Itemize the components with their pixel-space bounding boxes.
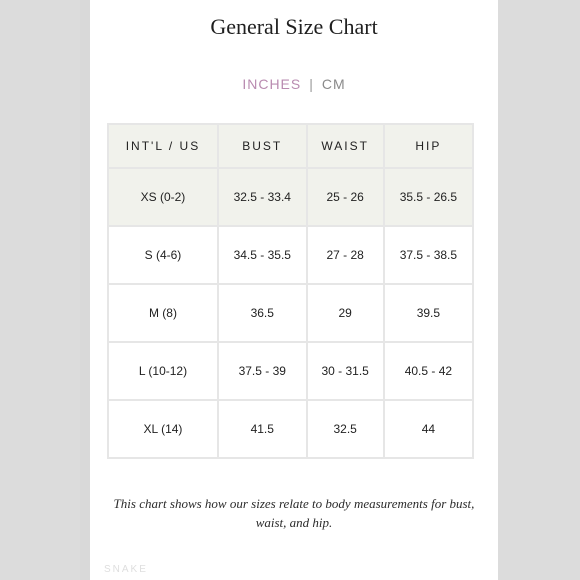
hip-cell: 44	[384, 400, 473, 458]
waist-cell: 29	[307, 284, 384, 342]
bust-cell: 36.5	[218, 284, 307, 342]
waist-cell: 32.5	[307, 400, 384, 458]
hip-cell: 39.5	[384, 284, 473, 342]
bust-cell: 32.5 - 33.4	[218, 168, 307, 226]
right-gray-margin	[498, 0, 580, 580]
header-waist: WAIST	[307, 124, 384, 168]
header-intl-us: INT'L / US	[108, 124, 218, 168]
size-cell: S (4-6)	[108, 226, 218, 284]
table-header-row	[108, 124, 473, 168]
size-cell: L (10-12)	[108, 342, 218, 400]
hip-cell: 37.5 - 38.5	[384, 226, 473, 284]
hip-cell: 40.5 - 42	[384, 342, 473, 400]
unit-separator: |	[309, 76, 314, 92]
hip-cell: 35.5 - 26.5	[384, 168, 473, 226]
table-row	[108, 400, 473, 458]
table-row	[108, 226, 473, 284]
size-cell: XL (14)	[108, 400, 218, 458]
chart-footnote: This chart shows how our sizes relate to body measurements for bust, waist, and hip.	[113, 496, 475, 530]
unit-cm-option[interactable]: CM	[321, 76, 346, 92]
unit-inches-option[interactable]: INCHES	[242, 76, 302, 92]
header-hip: HIP	[384, 124, 473, 168]
watermark-text: SNAKE	[104, 564, 148, 575]
size-cell: M (8)	[108, 284, 218, 342]
size-table	[107, 123, 474, 459]
bust-cell: 34.5 - 35.5	[218, 226, 307, 284]
bust-cell: 41.5	[218, 400, 307, 458]
waist-cell: 30 - 31.5	[307, 342, 384, 400]
table-row	[108, 342, 473, 400]
bust-cell: 37.5 - 39	[218, 342, 307, 400]
waist-cell: 27 - 28	[307, 226, 384, 284]
waist-cell: 25 - 26	[307, 168, 384, 226]
size-cell: XS (0-2)	[108, 168, 218, 226]
size-chart-panel	[90, 0, 498, 580]
left-gray-margin	[0, 0, 80, 580]
table-row	[108, 284, 473, 342]
unit-toggle	[90, 76, 498, 92]
page-title: General Size Chart	[210, 14, 378, 39]
table-row	[108, 168, 473, 226]
header-bust: BUST	[218, 124, 307, 168]
